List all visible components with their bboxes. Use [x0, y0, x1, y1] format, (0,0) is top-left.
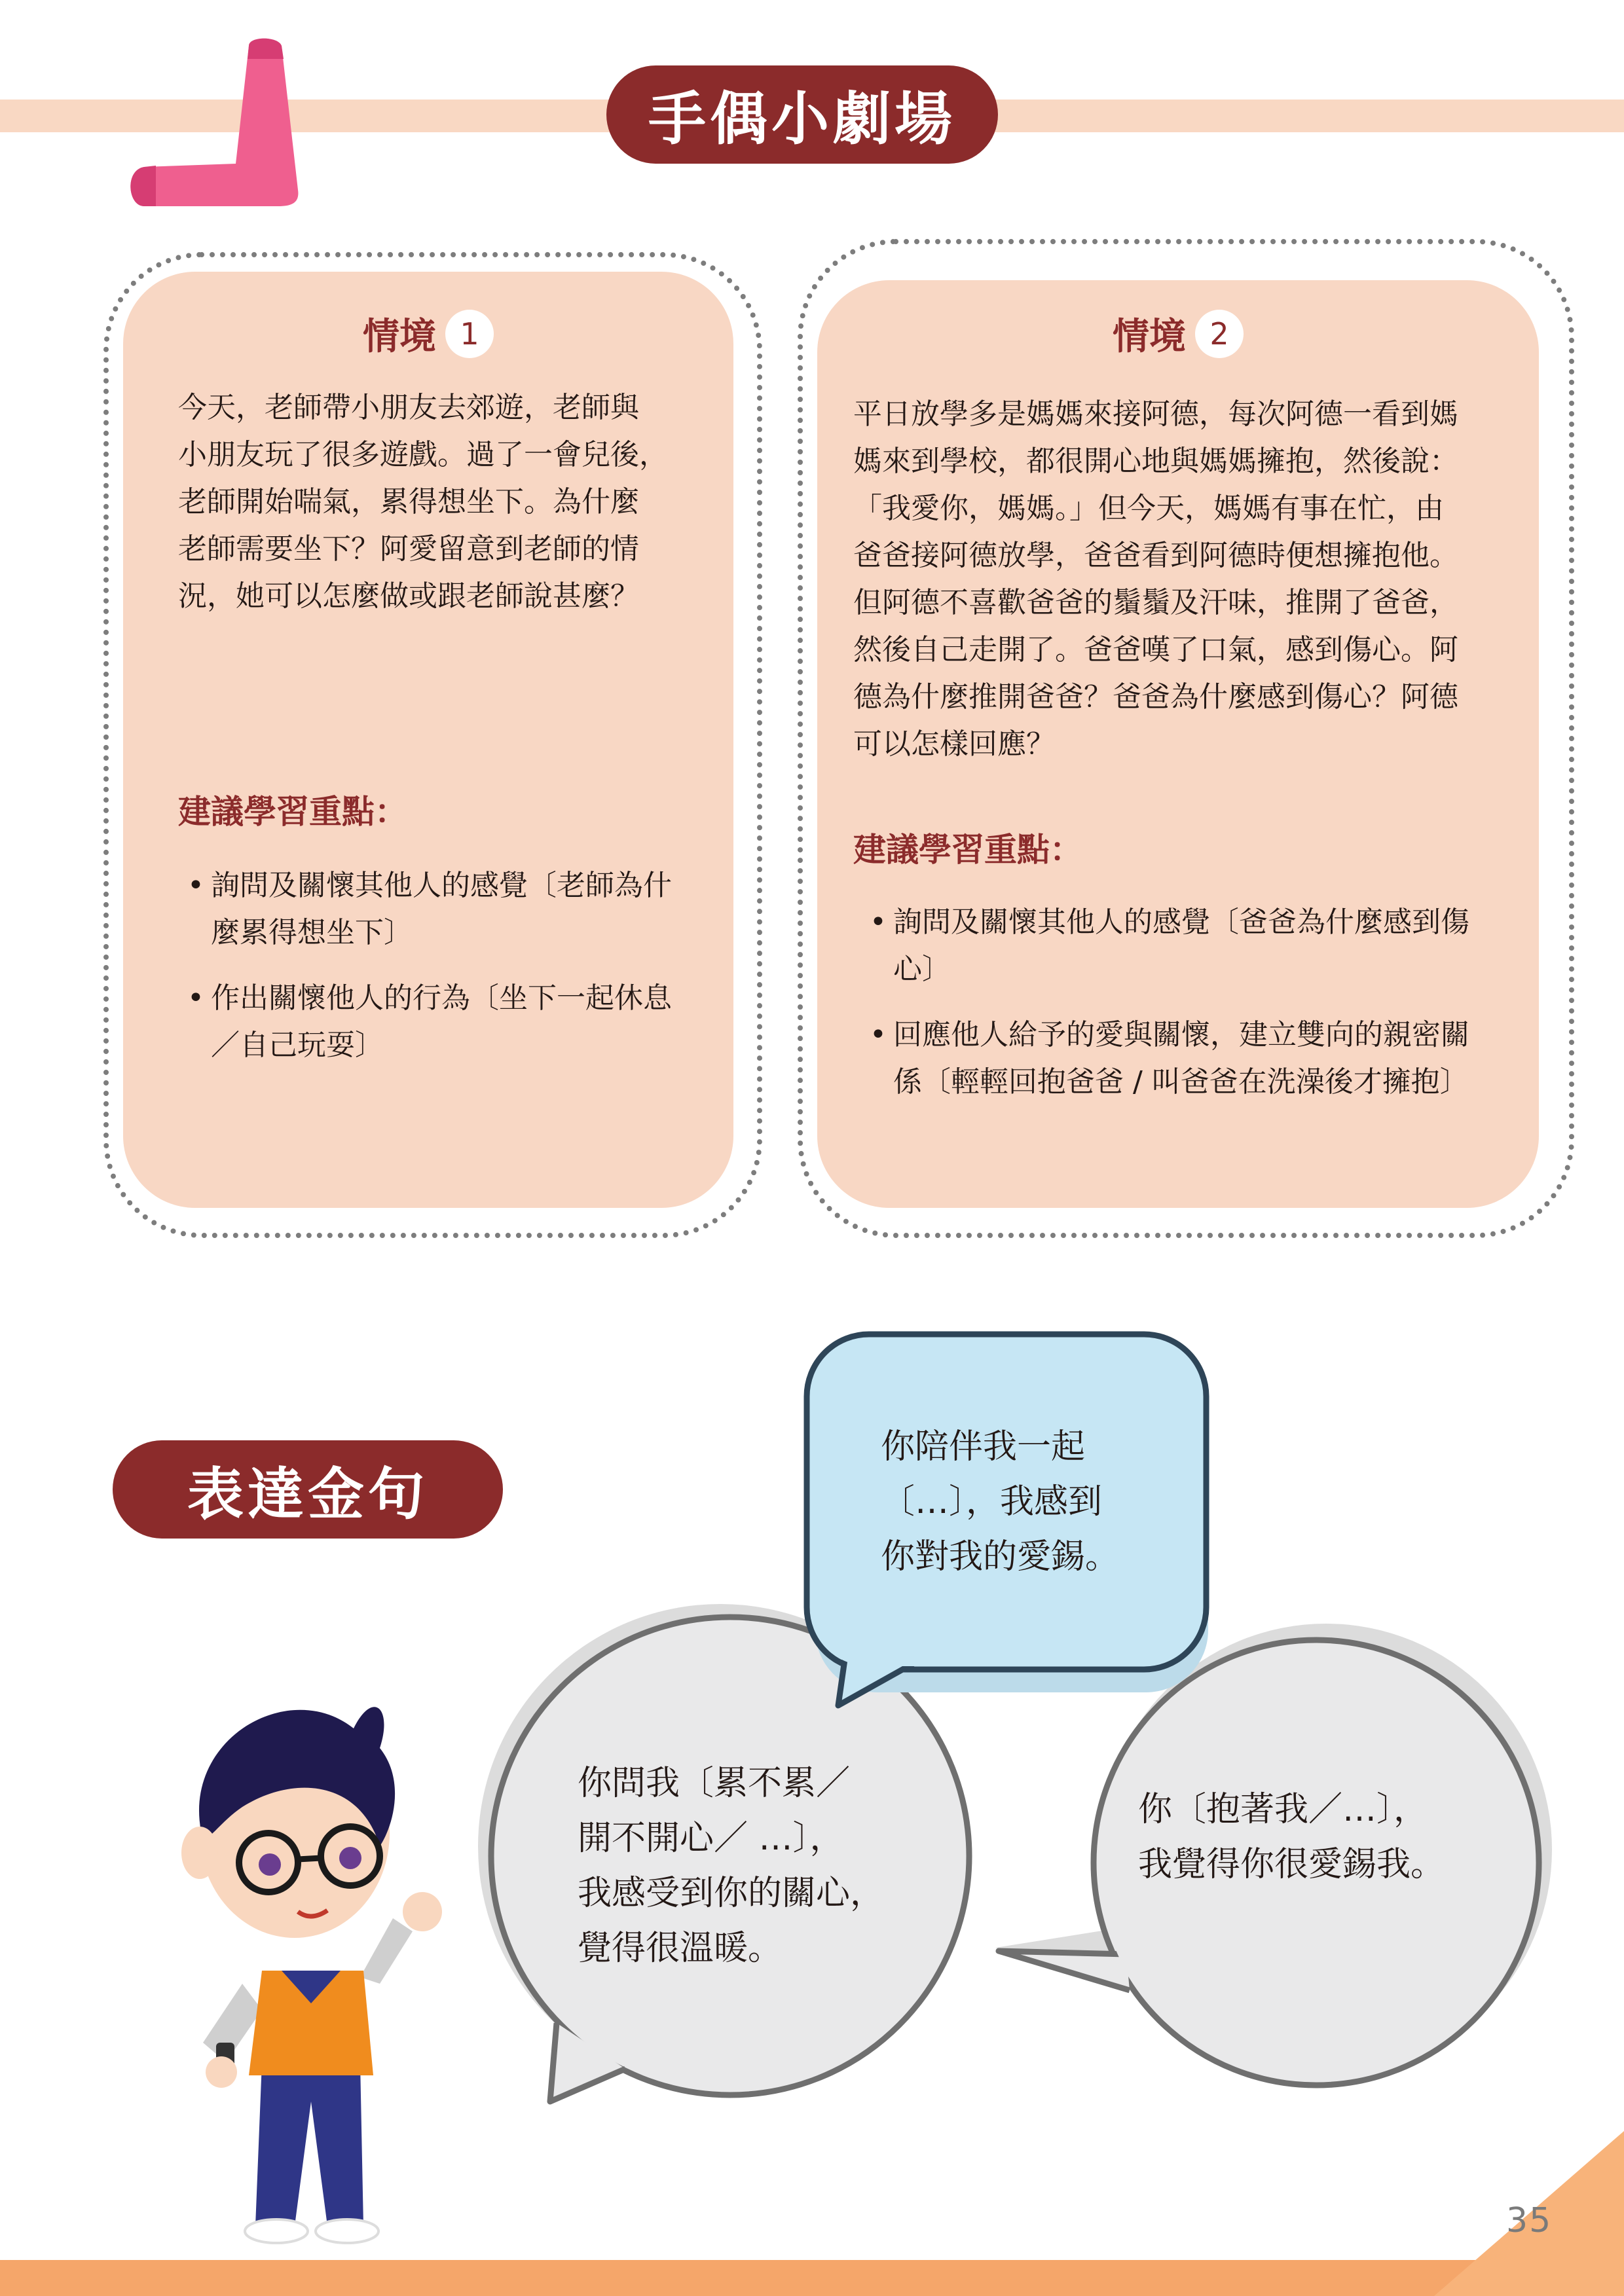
bubble-line: 覺得很溫暖。 — [578, 1929, 783, 1968]
sock-puppet-icon — [124, 33, 314, 210]
footer-bar — [0, 2260, 1624, 2296]
scenario-1-line: 今天，老師帶小朋友去郊遊，老師與 — [178, 391, 639, 424]
scenario-1-text — [178, 384, 715, 620]
bubble-line: 我覺得你很愛錫我。 — [1138, 1845, 1445, 1884]
scenario-2-label: 情境 — [1113, 316, 1186, 358]
scenario-2-line: 德為什麼推開爸爸？爸爸為什麼感到傷心？阿德 — [853, 680, 1458, 714]
bubble-line: 你〔抱著我／…〕， — [1138, 1790, 1428, 1829]
bubble-line: 你對我的愛錫。 — [881, 1537, 1120, 1576]
list-item: • 回應他人給予的愛與關懷，建立雙向的親密關係〔輕輕回抱爸爸 / 叫爸爸在洗澡後才擁抱〕 — [870, 1018, 1469, 1099]
page-number: 35 — [1506, 2201, 1553, 2240]
scenario-1-points — [181, 862, 692, 1087]
scenario-1-subheading: 建議學習重點： — [178, 793, 407, 831]
scenario-2-line: 「我愛你，媽媽。」但今天，媽媽有事在忙，由 — [853, 492, 1444, 525]
scenario-2-line: 爸爸接阿德放學，爸爸看到阿德時便想擁抱他。 — [853, 539, 1458, 572]
boy-character-illustration — [164, 1696, 458, 2272]
bubble-line: 〔…〕，我感到 — [881, 1482, 1103, 1522]
right-bubble-text — [1138, 1782, 1531, 1892]
scenario-2-line: 然後自己走開了。爸爸嘆了口氣，感到傷心。阿 — [853, 633, 1458, 666]
list-item: • 作出關懷他人的行為〔坐下一起休息 ／自己玩耍〕 — [187, 981, 672, 1062]
scenario-2-line: 平日放學多是媽媽來接阿德，每次阿德一看到媽 — [853, 397, 1458, 431]
phrases-title: 表達金句 — [113, 1440, 503, 1539]
bubble-line: 你陪伴我一起 — [881, 1427, 1086, 1467]
left-bubble-text — [578, 1756, 931, 1976]
bubble-line: 開不開心／ …〕， — [578, 1819, 844, 1858]
scenario-1-label: 情境 — [363, 316, 436, 358]
scenario-2-title — [817, 308, 1539, 360]
scenario-1-line: 老師開始喘氣，累得想坐下。為什麼 — [178, 485, 639, 519]
list-item: • 詢問及關懷其他人的感覺〔老師為什麼累得想坐下〕 — [187, 869, 672, 949]
scenario-2-line: 可以怎樣回應？ — [853, 727, 1055, 761]
scenario-1-title — [123, 308, 733, 360]
page-title: 手偶小劇場 — [606, 65, 998, 164]
scenario-2-text — [853, 391, 1534, 768]
scenario-1-line: 小朋友玩了很多遊戲。過了一會兒後， — [178, 438, 668, 471]
scenario-2-subheading: 建議學習重點： — [853, 831, 1082, 869]
scenario-1-line: 老師需要坐下？阿愛留意到老師的情 — [178, 532, 639, 566]
scenario-1-number: 1 — [445, 310, 494, 358]
scenario-2-line: 媽來到學校，都很開心地與媽媽擁抱，然後說： — [853, 445, 1458, 478]
bubble-line: 我感受到你的關心， — [578, 1874, 885, 1913]
list-item: • 詢問及關懷其他人的感覺〔爸爸為什麼感到傷心〕 — [870, 905, 1469, 986]
scenario-2-line: 但阿德不喜歡爸爸的鬚鬚及汗味，推開了爸爸， — [853, 586, 1458, 619]
scenario-2-number: 2 — [1195, 310, 1244, 358]
scenario-1-line: 況，她可以怎麼做或跟老師說甚麼？ — [178, 579, 639, 613]
scenario-2-points — [863, 899, 1479, 1124]
blue-bubble-text — [881, 1419, 1169, 1584]
bubble-line: 你問我〔累不累／ — [578, 1764, 851, 1803]
